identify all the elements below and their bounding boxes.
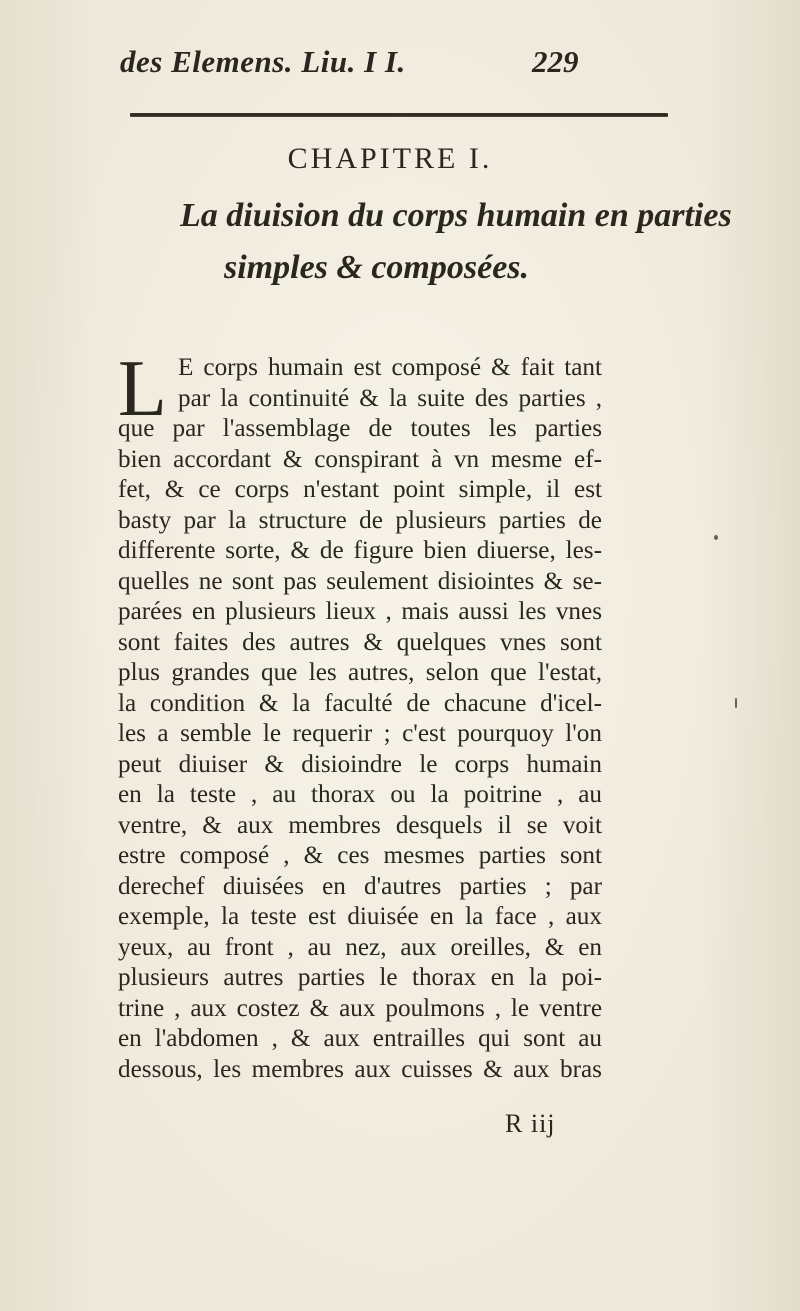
text-line: parées en plusieurs lieux , mais aussi les vnes bbox=[118, 598, 602, 625]
drop-cap: L bbox=[118, 345, 167, 433]
chapter-title-line-1: La diuision du corps humain en parties bbox=[180, 197, 732, 234]
text-line: ventre, & aux membres desquels il se voit bbox=[118, 811, 602, 839]
text-line: dessous, les membres aux cuisses & aux bras bbox=[118, 1055, 602, 1083]
chapter-heading: CHAPITRE I. bbox=[287, 142, 493, 175]
chapter-title-line-2: simples & composées. bbox=[224, 249, 530, 286]
text-line: basty par la structure de plusieurs parties de bbox=[118, 506, 602, 534]
text-line: trine , aux costez & aux poulmons , le ventre bbox=[118, 994, 602, 1022]
text-line: differente sorte, & de figure bien diuerse, les- bbox=[118, 537, 602, 564]
chapter-title bbox=[180, 190, 732, 294]
header-rule bbox=[130, 113, 668, 117]
paper-speck bbox=[714, 535, 718, 540]
page-number: 229 bbox=[532, 44, 579, 79]
text-line: fet, & ce corps n'estant point simple, il est bbox=[118, 476, 602, 503]
text-line: bien accordant & conspirant à vn mesme ef- bbox=[118, 445, 602, 473]
text-line: quelles ne sont pas seulement disiointes & se- bbox=[118, 567, 602, 595]
paper-speck bbox=[735, 698, 737, 708]
text-line: que par l'assemblage de toutes les parties bbox=[118, 415, 602, 442]
body-text bbox=[118, 345, 602, 1085]
text-line: les a semble le requerir ; c'est pourquoy l'on bbox=[118, 720, 602, 747]
running-head: des Elemens. Liu. I I. bbox=[120, 44, 406, 79]
text-line: plus grandes que les autres, selon que l'estat, bbox=[118, 659, 602, 686]
text-line: plusieurs autres parties le thorax en la poi- bbox=[118, 964, 602, 991]
text-line: peut diuiser & disioindre le corps humain bbox=[118, 750, 602, 778]
text-line: par la continuité & la suite des parties , bbox=[178, 384, 602, 412]
text-line: exemple, la teste est diuisée en la face , aux bbox=[118, 903, 602, 930]
text-line: yeux, au front , au nez, aux oreilles, & en bbox=[118, 933, 602, 961]
text-line: en l'abdomen , & aux entrailles qui sont au bbox=[118, 1025, 602, 1052]
text-line: estre composé , & ces mesmes parties sont bbox=[118, 842, 602, 869]
text-line: derechef diuisées en d'autres parties ; par bbox=[118, 872, 602, 900]
text-line: la condition & la faculté de chacune d'icel- bbox=[118, 689, 602, 717]
text-line: en la teste , au thorax ou la poitrine , au bbox=[118, 781, 602, 808]
text-line: E corps humain est composé & fait tant bbox=[178, 354, 602, 381]
text-line: sont faites des autres & quelques vnes sont bbox=[118, 628, 602, 656]
signature-mark: R iij bbox=[505, 1109, 556, 1138]
page-header bbox=[120, 40, 680, 80]
